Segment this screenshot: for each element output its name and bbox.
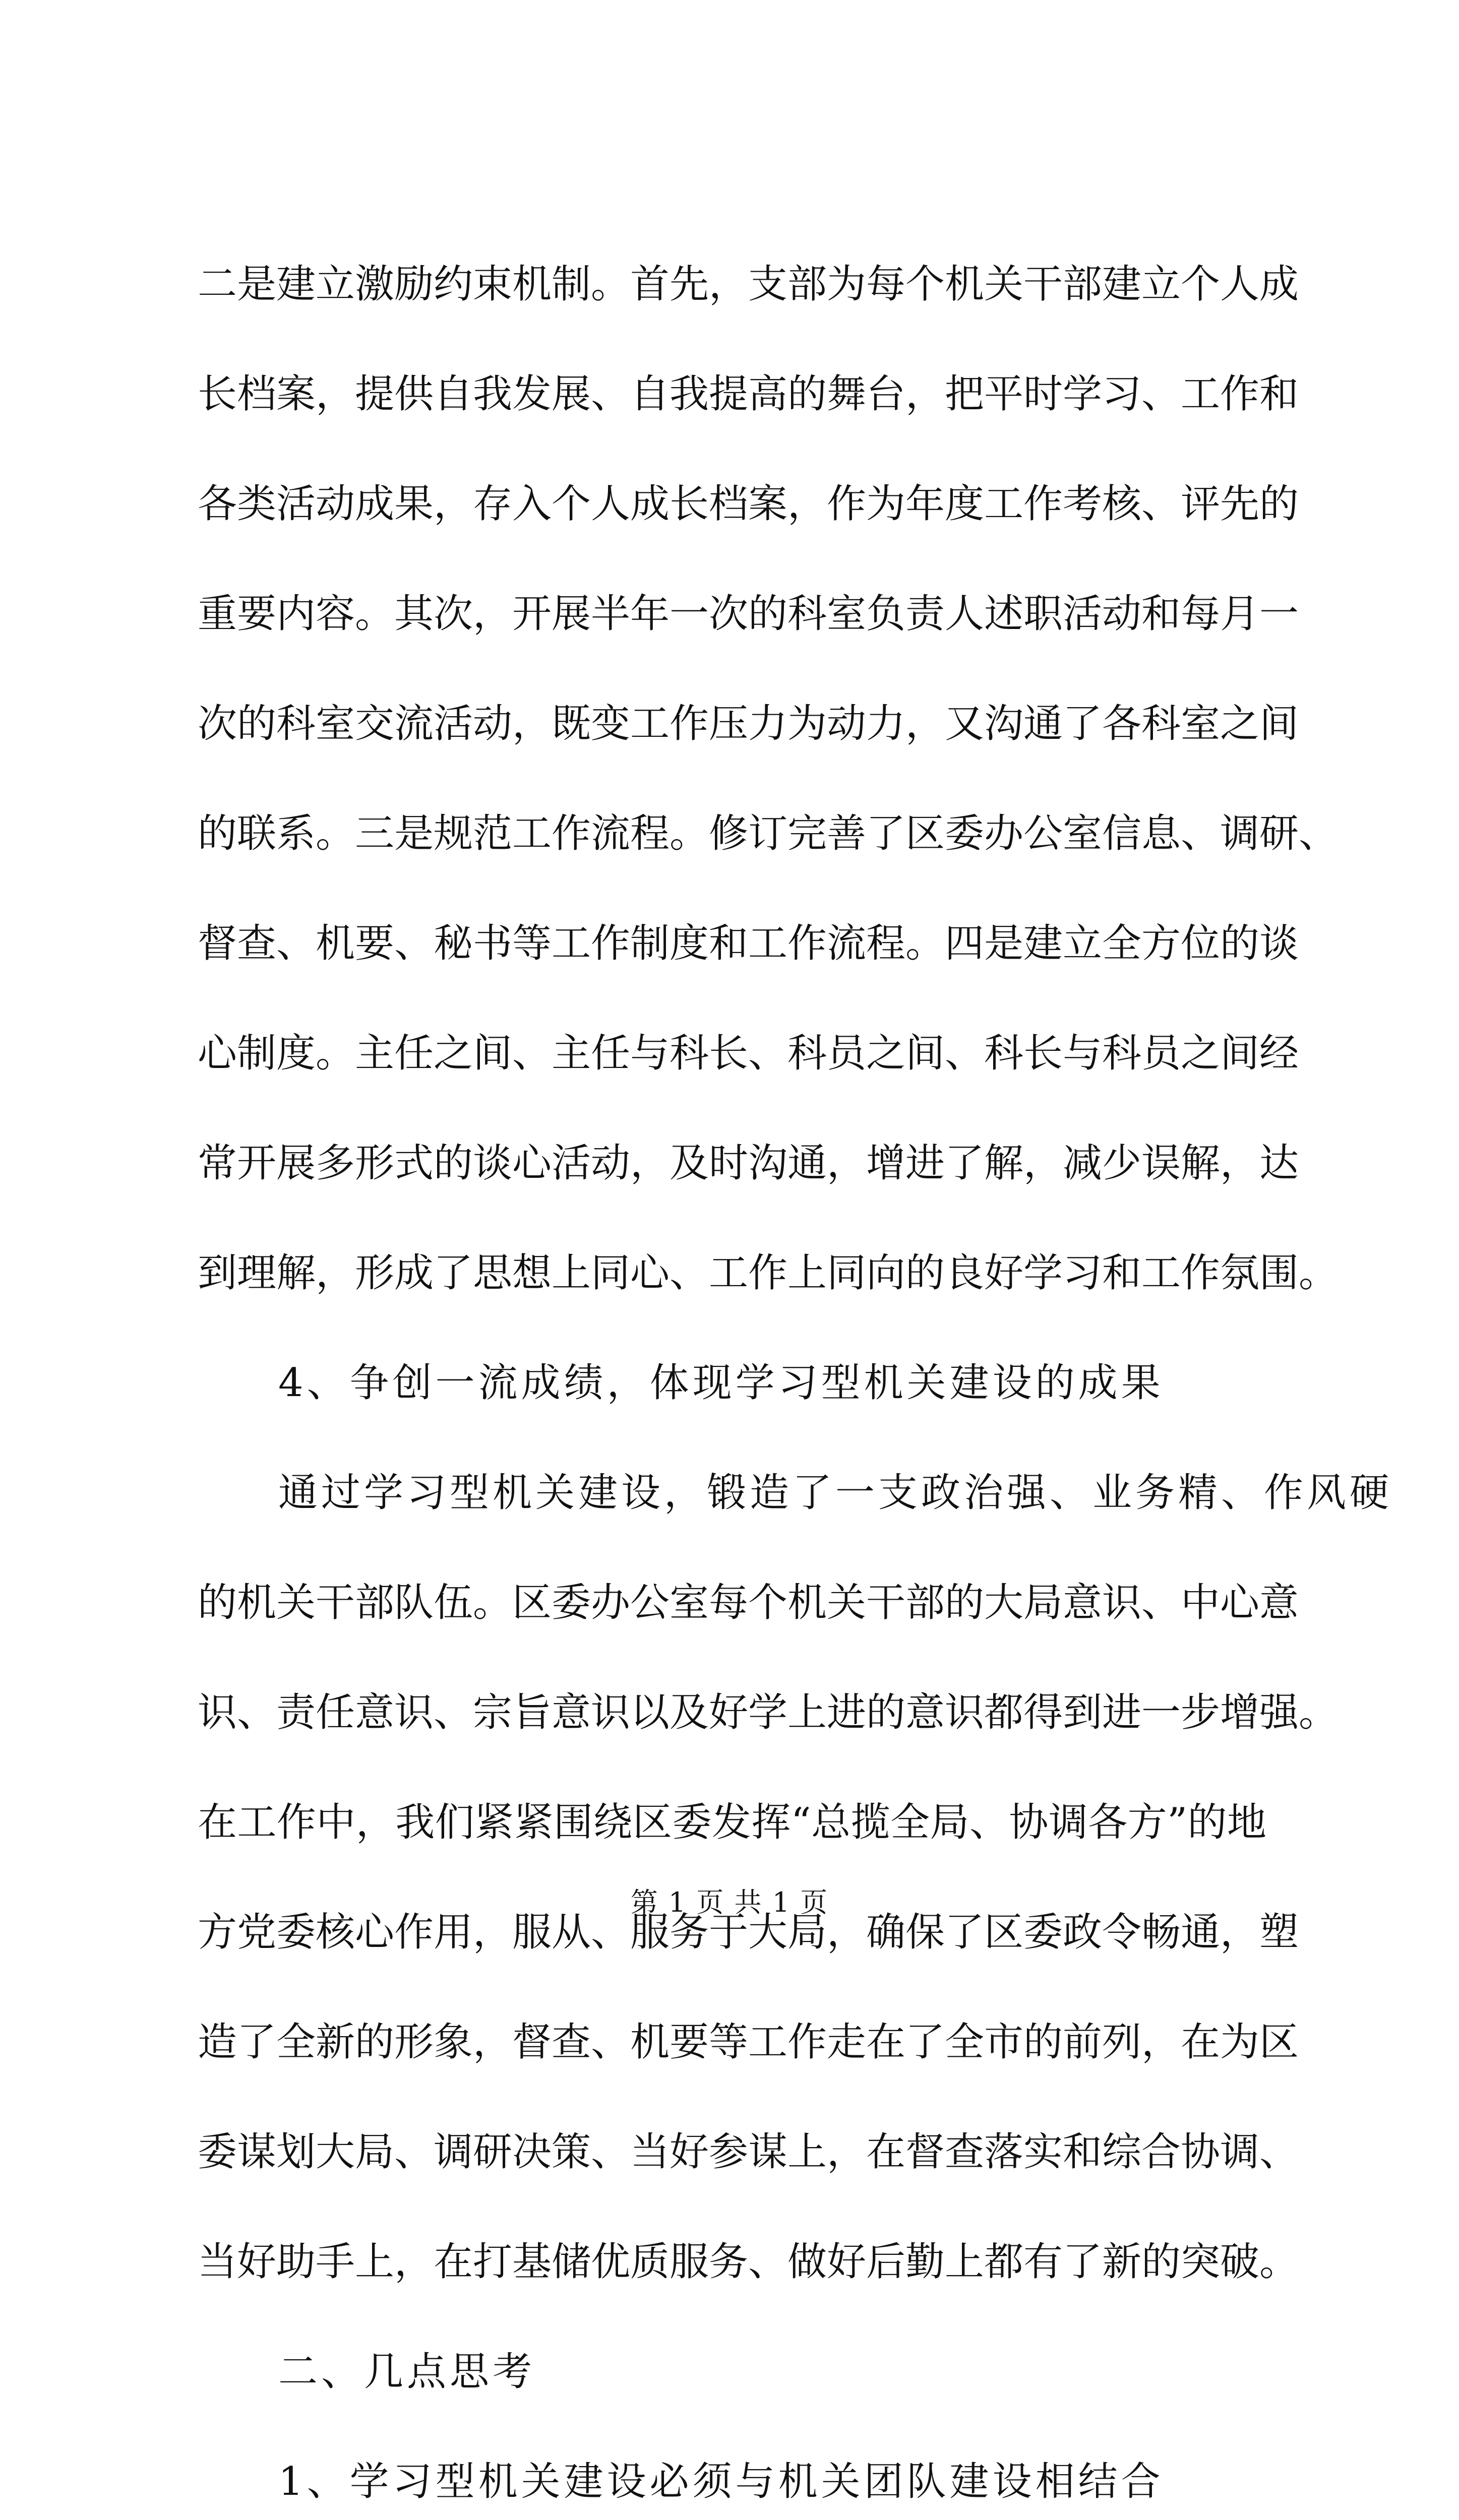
text-line-18: 委谋划大局、调研决策、当好参谋上，在督查落实和综合协调、 (198, 2129, 1299, 2175)
text-line-7: 督查、机要、秘书等工作制度和工作流程。四是建立全方位的谈 (198, 921, 1299, 966)
text-line-3: 各类活动成果，存入个人成长档案，作为年度工作考核、评先的 (198, 481, 1299, 527)
text-line-12: 通过学习型机关建设，锻造了一支政治强、业务精、作风硬 (278, 1470, 1393, 1516)
text-line-5: 次的科室交流活动，既变工作压力为动力，又沟通了各科室之间 (198, 701, 1299, 746)
page-footer: 第 1 页 共 1 页 (630, 1886, 829, 1918)
text-line-1: 二是建立激励约束机制。首先，支部为每个机关干部建立个人成 (198, 262, 1299, 307)
text-line-8: 心制度。主任之间、主任与科长、科员之间、科长与科员之间经 (198, 1031, 1299, 1076)
text-line-9: 常开展多形式的谈心活动，及时沟通，增进了解，减少误解，达 (198, 1141, 1299, 1186)
text-line-15: 在工作中，我们紧紧围绕区委发挥“总揽全局、协调各方”的地 (198, 1800, 1266, 1845)
text-line-4: 重要内容。其次，开展半年一次的科室负责人述职活动和每月一 (198, 591, 1299, 637)
text-line-16: 方党委核心作用，服从、服务于大局，确保了区委政令畅通，塑 (198, 1910, 1299, 1955)
text-line-10: 到理解，形成了思想上同心、工作上同向的良好学习和工作氛围。 (198, 1250, 1339, 1296)
text-line-17: 造了全新的形象，督查、机要等工作走在了全市的前列，在为区 (198, 2020, 1299, 2065)
subsection-heading-1: 1、学习型机关建设必须与机关团队建设相结合 (278, 2459, 1164, 2504)
text-line-6: 的联系。三是规范工作流程。修订完善了区委办公室信息、调研、 (198, 811, 1339, 856)
document-body (198, 229, 1393, 2520)
text-line-2: 长档案，提供自我发展、自我提高的舞台，把平时学习、工作和 (198, 371, 1299, 417)
text-line-19: 当好助手上，在打基储优质服务、做好后勤上都有了新的突破。 (198, 2239, 1299, 2285)
text-line-14: 识、责任意识、宗旨意识以及好学上进的意识都得到进一步增强。 (198, 1690, 1339, 1735)
section-heading-2: 二、几点思考 (278, 2349, 536, 2395)
section-heading-4: 4、争创一流成绩，体现学习型机关建设的成果 (278, 1360, 1164, 1406)
text-line-13: 的机关干部队伍。区委办公室每个机关干部的大局意识、中心意 (198, 1580, 1299, 1625)
